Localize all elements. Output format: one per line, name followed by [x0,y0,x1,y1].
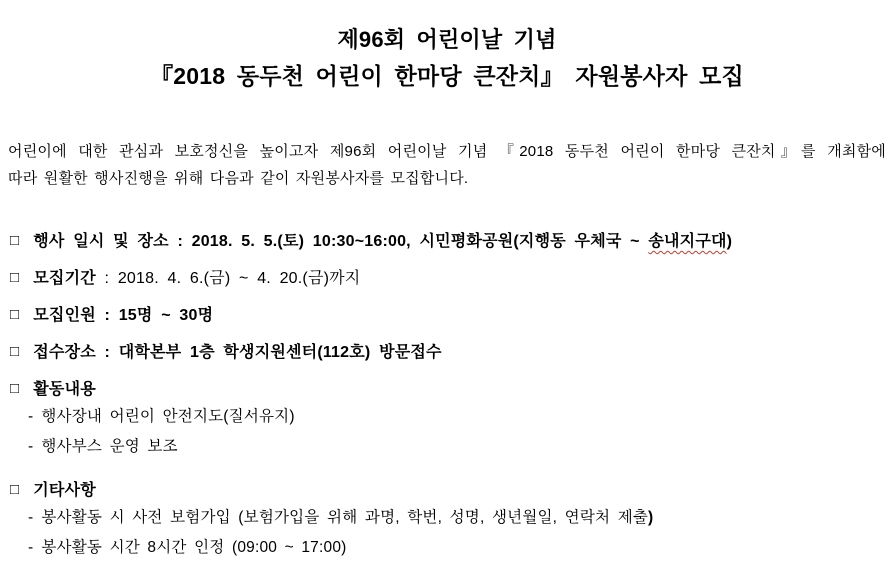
activities-subitem-2 [10,437,886,457]
period-label: 모집기간 [33,270,96,287]
activities-subitem-2-text: 행사부스 운영 보조 [41,438,178,455]
dash-bullet-icon: - [28,438,34,455]
item-recruit-period [10,269,886,289]
period-value: : 2018. 4. 6.(금) ~ 4. 20.(금)까지 [95,270,361,287]
item-recruit-headcount [10,306,886,326]
title-line-2: 『2018 동두천 어린이 한마당 큰잔치』 자원봉사자 모집 [150,63,744,89]
item-event-datetime-location [10,232,886,252]
etc-subitem-2-text: 봉사활동 시간 8시간 인정 (09:00 ~ 17:00) [41,539,347,556]
event-text-before: 행사 일시 및 장소 : 2018. 5. 5.(토) 10:30~16:00, 시민평화공원(지행동 우체국 ~ [33,233,649,250]
item-application-place [10,343,886,363]
spellcheck-underlined-word: 송내지구대 [648,233,727,250]
notice-item-list [8,232,886,558]
dash-bullet-icon: - [28,509,34,526]
square-bullet-icon: □ [10,269,20,286]
etc-subitem-2 [10,538,886,558]
etc-label: 기타사항 [33,482,96,499]
activities-label: 활동내용 [33,381,96,398]
activities-subitem-1-text: 행사장내 어린이 안전지도(질서유지) [41,408,295,425]
item-activities-header [10,380,886,400]
square-bullet-icon: □ [10,343,20,360]
etc-subitem-1-bold-suffix: ) [648,509,654,526]
headcount-text: 모집인원 : 15명 ~ 30명 [33,307,214,324]
title-line-1: 제96회 어린이날 기념 [337,27,557,52]
square-bullet-icon: □ [10,380,20,397]
dash-bullet-icon: - [28,408,34,425]
apply-text: 접수장소 : 대학본부 1층 학생지원센터(112호) 방문접수 [33,344,442,361]
intro-paragraph-line-2: 따라 원활한 행사진행을 위해 다음과 같이 자원봉사자를 모집합니다. [8,170,469,187]
square-bullet-icon: □ [10,481,20,498]
item-etc-header [10,481,886,501]
item-period-text [33,269,360,289]
square-bullet-icon: □ [10,232,20,249]
etc-subitem-1 [10,508,886,528]
dash-bullet-icon: - [28,539,34,556]
item-event-text [33,232,732,252]
document-title [8,22,886,94]
etc-subitem-1-text: 봉사활동 시 사전 보험가입 (보험가입을 위해 과명, 학번, 성명, 생년월일, 연락처 제출 [41,509,649,526]
square-bullet-icon: □ [10,306,20,323]
activities-subitem-1 [10,407,886,427]
intro-paragraph-line-1: 어린이에 대한 관심과 보호정신을 높이고자 제96회 어린이날 기념 『2018 동두천 어린이 한마당 큰잔치』를 개최함에 [8,143,886,160]
event-text-after: ) [726,233,733,250]
